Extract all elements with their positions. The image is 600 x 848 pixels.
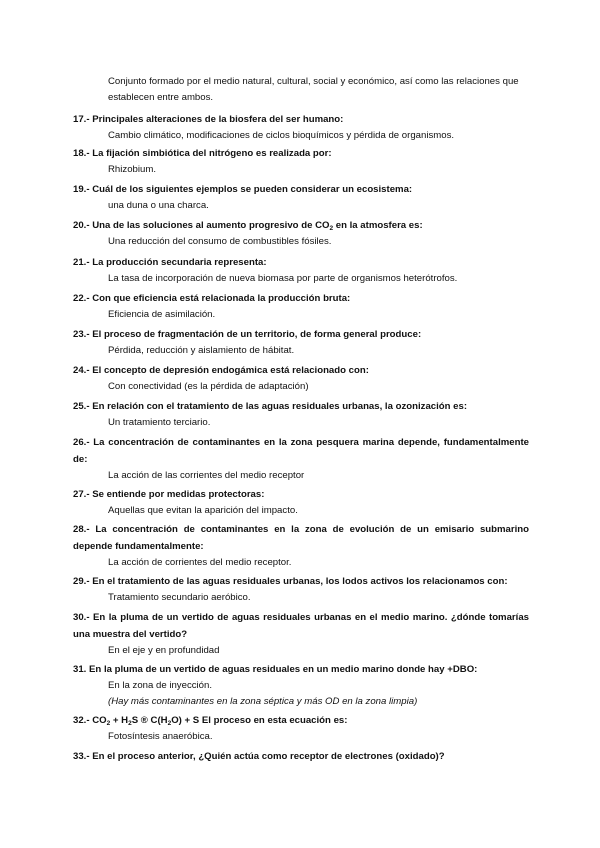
question-text: 17.- Principales alteraciones de la biosfera del ser humano: [73, 114, 344, 125]
question-29 [73, 573, 529, 606]
question-text: 26.- La concentración de contaminantes en la zona pesquera marina depende, fundamentalmente de: [73, 437, 529, 465]
question-32 [73, 712, 529, 745]
question-25 [73, 398, 529, 431]
answer: En la zona de inyección. [108, 680, 212, 691]
question-text: 25.- En relación con el tratamiento de las aguas residuales urbanas, la ozonización es: [73, 401, 468, 412]
question-31 [73, 661, 529, 710]
question-text: 29.- En el tratamiento de las aguas residuales urbanas, los lodos activos los relacionamos con: [73, 576, 508, 587]
question-21 [73, 254, 529, 287]
answer: La acción de corrientes del medio receptor. [108, 557, 292, 568]
question-24 [73, 362, 529, 395]
answer: Un tratamiento terciario. [108, 417, 211, 428]
answer: Cambio climático, modificaciones de ciclos bioquímicos y pérdida de organismos. [108, 130, 455, 141]
answer: Fotosíntesis anaeróbica. [108, 731, 213, 742]
question-20 [73, 217, 529, 250]
question-17 [73, 111, 529, 144]
question-text: 18.- La fijación simbiótica del nitrógeno es realizada por: [73, 148, 332, 159]
answer: La tasa de incorporación de nueva biomasa por parte de organismos heterótrofos. [108, 273, 458, 284]
answer: Rhizobium. [108, 164, 156, 175]
question-text: 24.- El concepto de depresión endogámica está relacionado con: [73, 365, 369, 376]
answer: La acción de las corrientes del medio receptor [108, 470, 305, 481]
question-text: 23.- El proceso de fragmentación de un territorio, de forma general produce: [73, 329, 422, 340]
question-28 [73, 521, 529, 571]
question-text: 33.- En el proceso anterior, ¿Quién actúa como receptor de electrones (oxidado)? [73, 751, 445, 762]
question-text: 20.- Una de las soluciones al aumento progresivo de $CO_2$ en la atmosfera es: [73, 220, 423, 232]
question-text: 31. En la pluma de un vertido de aguas residuales en un medio marino donde hay +DBO: [73, 664, 478, 675]
question-text: 19.- Cuál de los siguientes ejemplos se pueden considerar un ecosistema: [73, 184, 413, 195]
question-27 [73, 486, 529, 519]
question-23 [73, 326, 529, 359]
question-text: 32.- $CO_2 + H_2S$ ® $C(H_2O) + S$ El proceso en esta ecuación es: [73, 715, 348, 727]
answer: Con conectividad (es la pérdida de adaptación) [108, 381, 309, 392]
answer: Eficiencia de asimilación. [108, 309, 216, 320]
answer: En el eje y en profundidad [108, 645, 220, 656]
question-18 [73, 145, 529, 178]
question-text: 22.- Con que eficiencia está relacionada la producción bruta: [73, 293, 351, 304]
question-text: 30.- En la pluma de un vertido de aguas residuales urbanas en el medio marino. ¿dónde tomarías una muestra del vertido? [73, 612, 529, 640]
answer: una duna o una charca. [108, 200, 209, 211]
answer: Tratamiento secundario aeróbico. [108, 592, 251, 603]
question-22 [73, 290, 529, 323]
question-text: 28.- La concentración de contaminantes en la zona de evolución de un emisario submarino depende fundamentalmente: [73, 524, 529, 552]
answer-note: (Hay más contaminantes en la zona séptica y más OD en la zona limpia) [108, 696, 418, 707]
question-33 [73, 748, 529, 765]
answer: Pérdida, reducción y aislamiento de hábitat. [108, 345, 295, 356]
question-26 [73, 434, 529, 484]
intro-answer: Conjunto formado por el medio natural, cultural, social y económico, así como las relaciones que establecen entre ambos. [108, 76, 519, 103]
question-text: 27.- Se entiende por medidas protectoras: [73, 489, 265, 500]
question-text: 21.- La producción secundaria representa: [73, 257, 267, 268]
answer: Una reducción del consumo de combustibles fósiles. [108, 236, 332, 247]
question-19 [73, 181, 529, 214]
answer: Aquellas que evitan la aparición del impacto. [108, 505, 298, 516]
question-30 [73, 609, 529, 659]
